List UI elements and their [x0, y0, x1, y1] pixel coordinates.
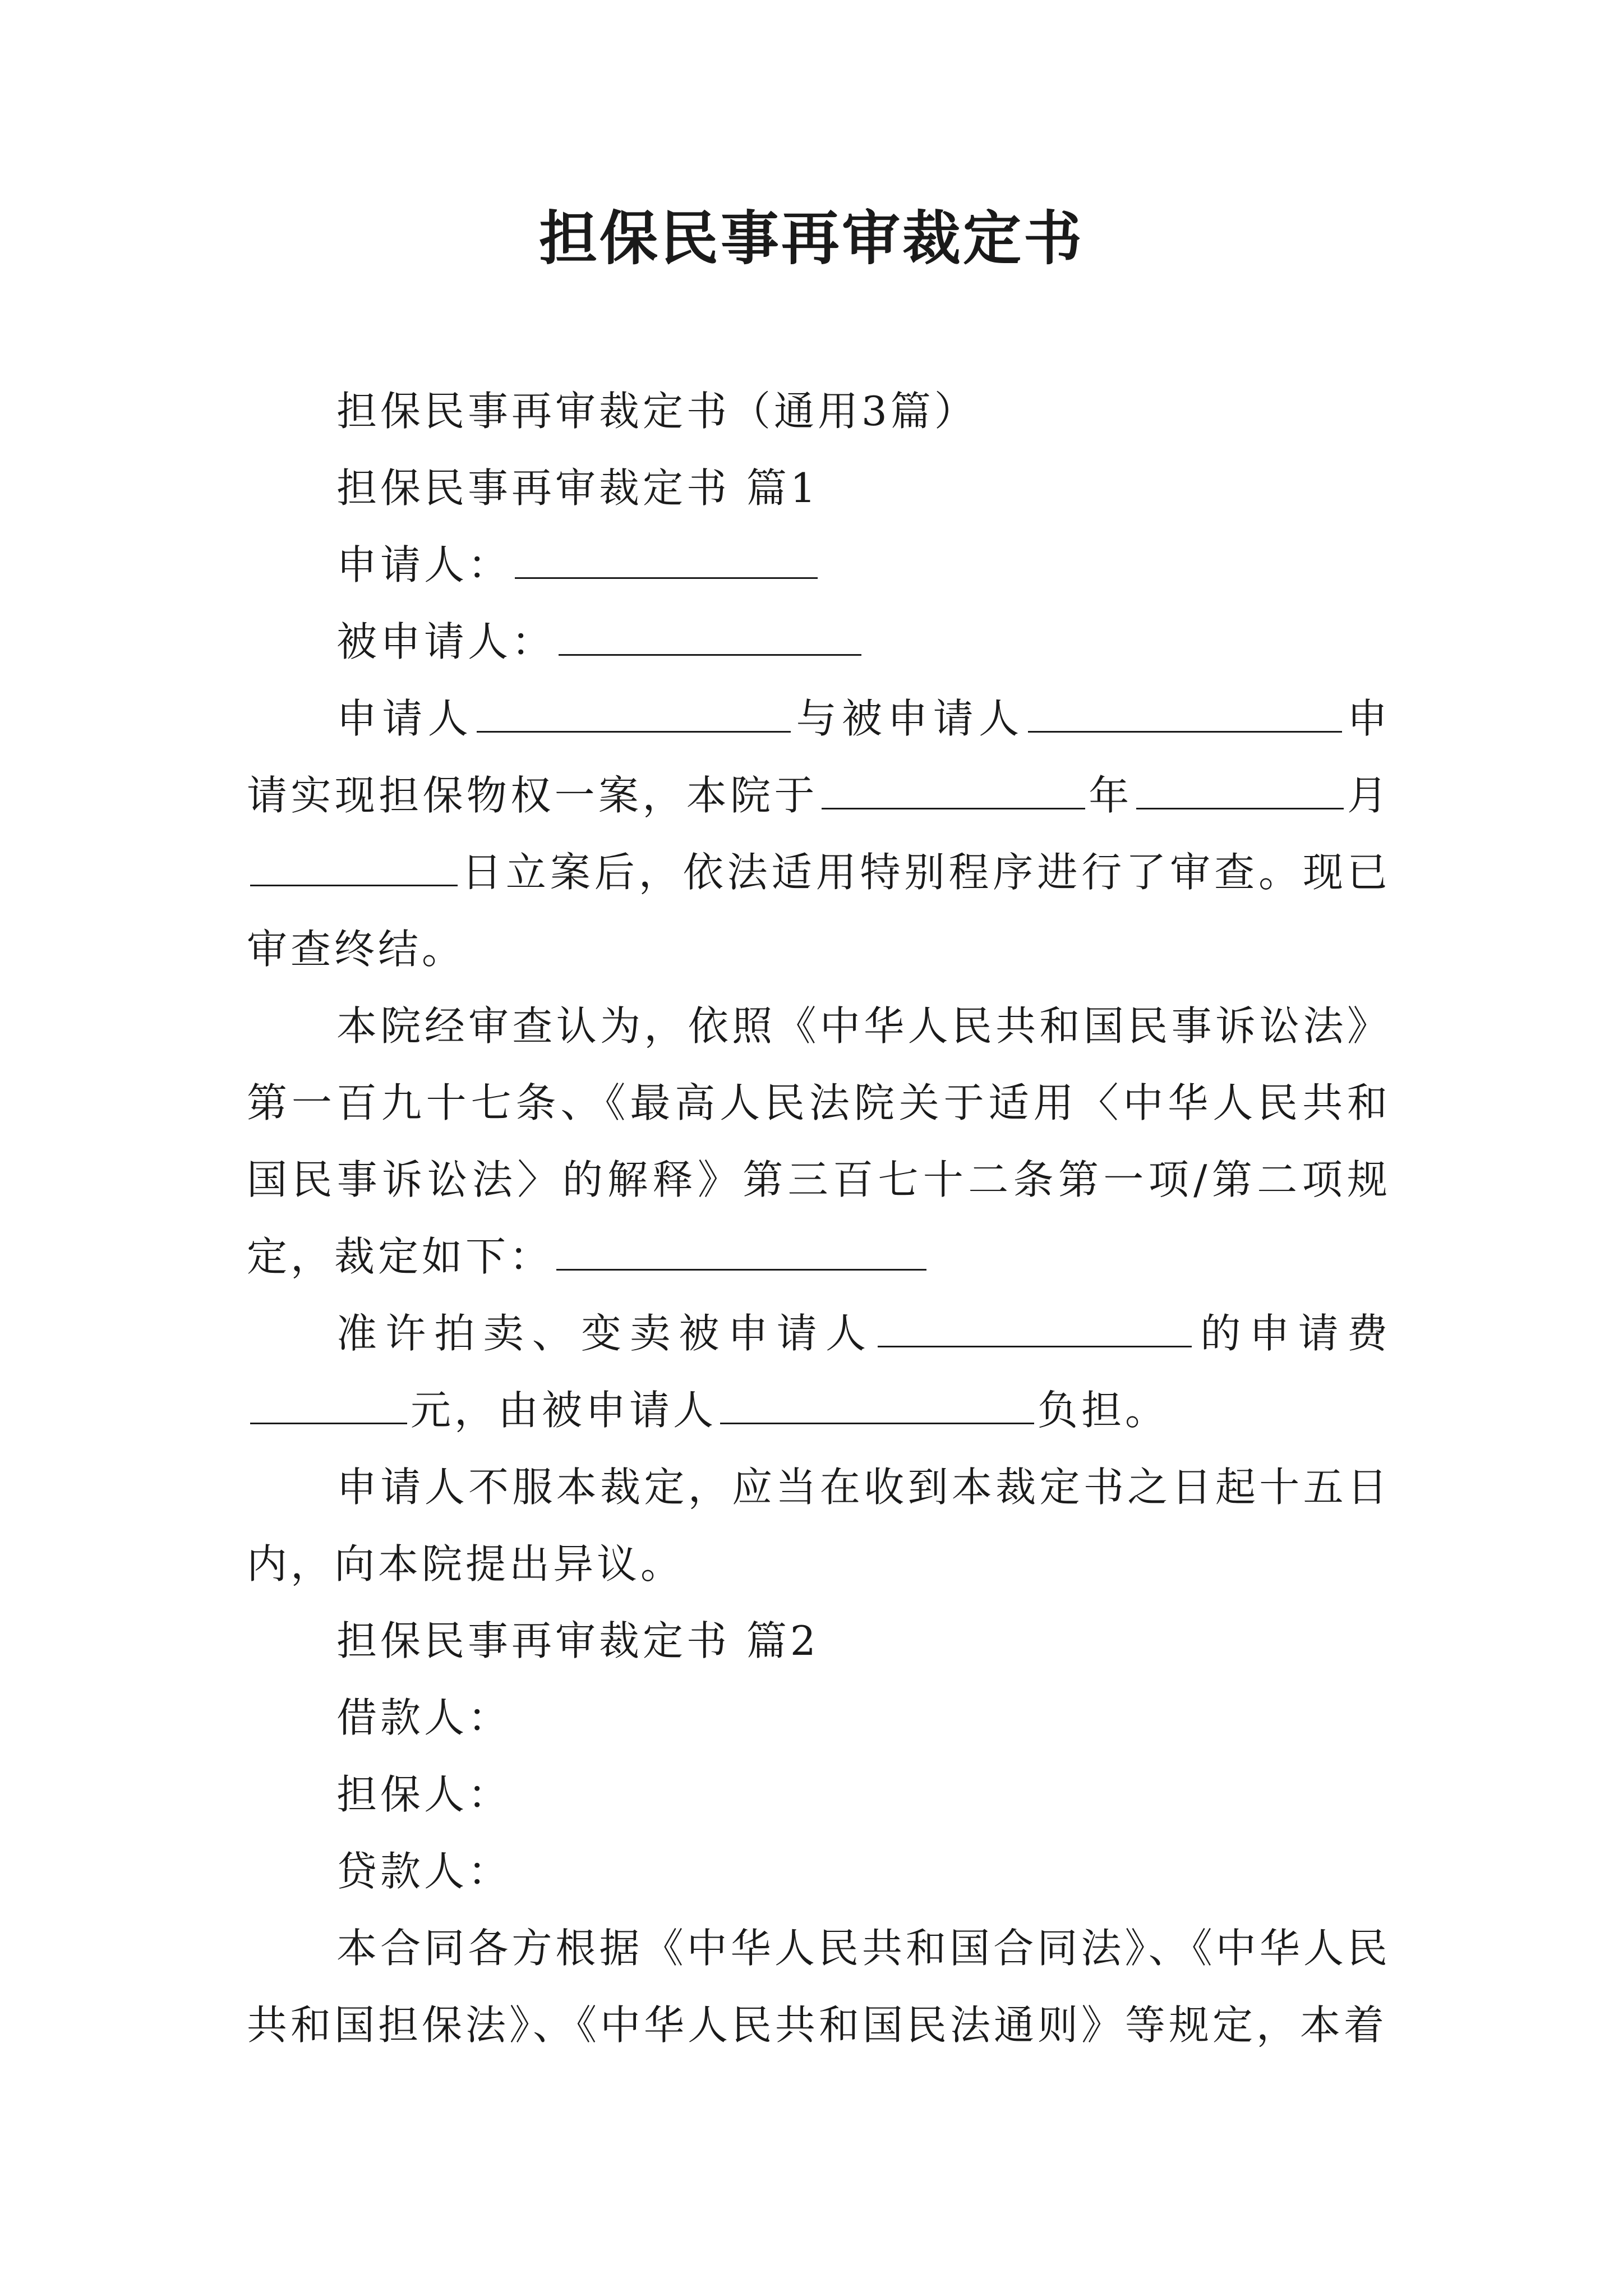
day-blank	[250, 851, 458, 886]
text-segment: 年	[1088, 772, 1133, 819]
respondent-blank	[559, 620, 861, 656]
text-segment: 负担。	[1038, 1387, 1169, 1434]
heading-part-2: 担保民事再审裁定书 篇2	[336, 1617, 819, 1664]
paragraph-contract-basis: 本合同各方根据《中华人民共和国合同法》、《中华人民共和国担保法》、《中华人民共和国民法通则》等规定，本着	[247, 1925, 1391, 2049]
applicant-label: 申请人：	[336, 541, 512, 588]
applicant-blank	[515, 544, 818, 579]
text-segment: 申请实现担保物权一案，本院于	[247, 695, 1391, 819]
month-prefill-blank	[1136, 774, 1344, 809]
fee-amount-blank	[250, 1389, 407, 1424]
applicant-name-blank	[477, 697, 791, 733]
heading-part-1: 担保民事再审裁定书 篇1	[336, 464, 819, 512]
text-segment: 申请人	[336, 695, 474, 742]
respondent-line	[247, 604, 1391, 680]
paragraph-ruling-basis	[247, 988, 1391, 1295]
text-segment: 准许拍卖、变卖被申请人	[336, 1310, 875, 1357]
paragraph-objection: 申请人不服本裁定，应当在收到本裁定书之日起十五日内，向本院提出异议。	[247, 1464, 1391, 1588]
fee-payer-blank	[720, 1389, 1034, 1424]
borrower-line: 借款人：	[336, 1694, 512, 1741]
document-title: 担保民事再审裁定书	[538, 204, 1084, 273]
text-segment: 的申请费	[1195, 1310, 1391, 1357]
ruling-blank	[556, 1235, 926, 1271]
guarantor-line: 担保人：	[336, 1771, 512, 1818]
respondent-property-blank	[878, 1312, 1192, 1347]
text-segment: 日立案后，依法适用特别程序进行了审查。现已审查终结。	[247, 849, 1391, 973]
heading-general: 担保民事再审裁定书（通用3篇）	[336, 388, 978, 435]
paragraph-ruling	[247, 1295, 1391, 1449]
text-segment: 月	[1347, 772, 1391, 819]
document-body	[247, 373, 1391, 2064]
respondent-label: 被申请人：	[336, 618, 556, 665]
text-segment: 元，由被申请人	[411, 1387, 717, 1434]
lender-line: 贷款人：	[336, 1848, 512, 1895]
year-blank	[822, 774, 1085, 809]
applicant-line	[247, 527, 1391, 604]
text-segment: 本院经审查认为，依照《中华人民共和国民事诉讼法》第一百九十七条、《最高人民法院关于适用〈中华人民共和国民事诉讼法〉的解释》第三百七十二条第一项/第二项规定，裁定如下：	[247, 1002, 1391, 1280]
paragraph-case-filing	[247, 680, 1391, 988]
respondent-name-blank	[1028, 697, 1342, 733]
text-segment: 与被申请人	[794, 695, 1025, 742]
